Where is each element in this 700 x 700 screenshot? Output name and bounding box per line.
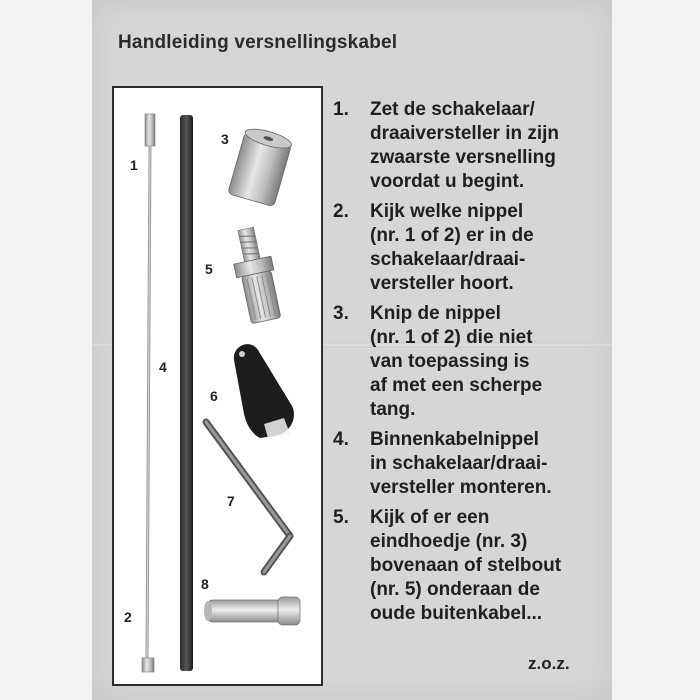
page-title: Handleiding versnellingskabel	[118, 32, 398, 53]
label-part-3: 3	[221, 131, 229, 147]
label-part-4: 4	[159, 359, 167, 375]
step-text: Kijk welke nippel (nr. 1 of 2) er in de schakelaar/draai- versteller hoort.	[370, 201, 534, 294]
instruction-list	[333, 98, 595, 632]
part-inner-cable	[142, 114, 155, 672]
part-end-cap	[228, 125, 294, 206]
parts-illustration	[112, 86, 323, 686]
label-part-7: 7	[227, 493, 235, 509]
step-text: Zet de schakelaar/ draaiversteller in zijn zwaarste versnelling voordat u begint.	[370, 99, 560, 192]
instruction-step	[333, 302, 595, 422]
part-black-clip	[234, 344, 294, 438]
instruction-step	[333, 200, 595, 296]
instruction-step	[333, 506, 595, 626]
part-hex-key	[206, 422, 290, 572]
step-text: Knip de nippel (nr. 1 of 2) die niet van toepassing is af met een scherpe tang.	[370, 303, 543, 420]
step-number: 2.	[333, 201, 349, 222]
label-part-6: 6	[210, 388, 218, 404]
step-number: 4.	[333, 429, 349, 450]
label-part-8: 8	[201, 576, 209, 592]
step-text: Kijk of er een eindhoedje (nr. 3) bovenaan of stelbout (nr. 5) onderaan de oude buitenkabel...	[370, 507, 562, 624]
instruction-step	[333, 428, 595, 500]
page-turn-note: z.o.z.	[528, 654, 570, 673]
parts-drawing	[114, 88, 321, 684]
part-adjusting-bolt	[227, 225, 284, 325]
label-part-5: 5	[205, 261, 213, 277]
step-number: 1.	[333, 99, 349, 120]
part-ferrule	[204, 597, 300, 625]
part-outer-housing	[180, 115, 193, 671]
step-number: 3.	[333, 303, 349, 324]
label-part-2: 2	[124, 609, 132, 625]
step-number: 5.	[333, 507, 349, 528]
step-text: Binnenkabelnippel in schakelaar/draai- versteller monteren.	[370, 429, 552, 498]
label-part-1: 1	[130, 157, 138, 173]
instruction-step	[333, 98, 595, 194]
